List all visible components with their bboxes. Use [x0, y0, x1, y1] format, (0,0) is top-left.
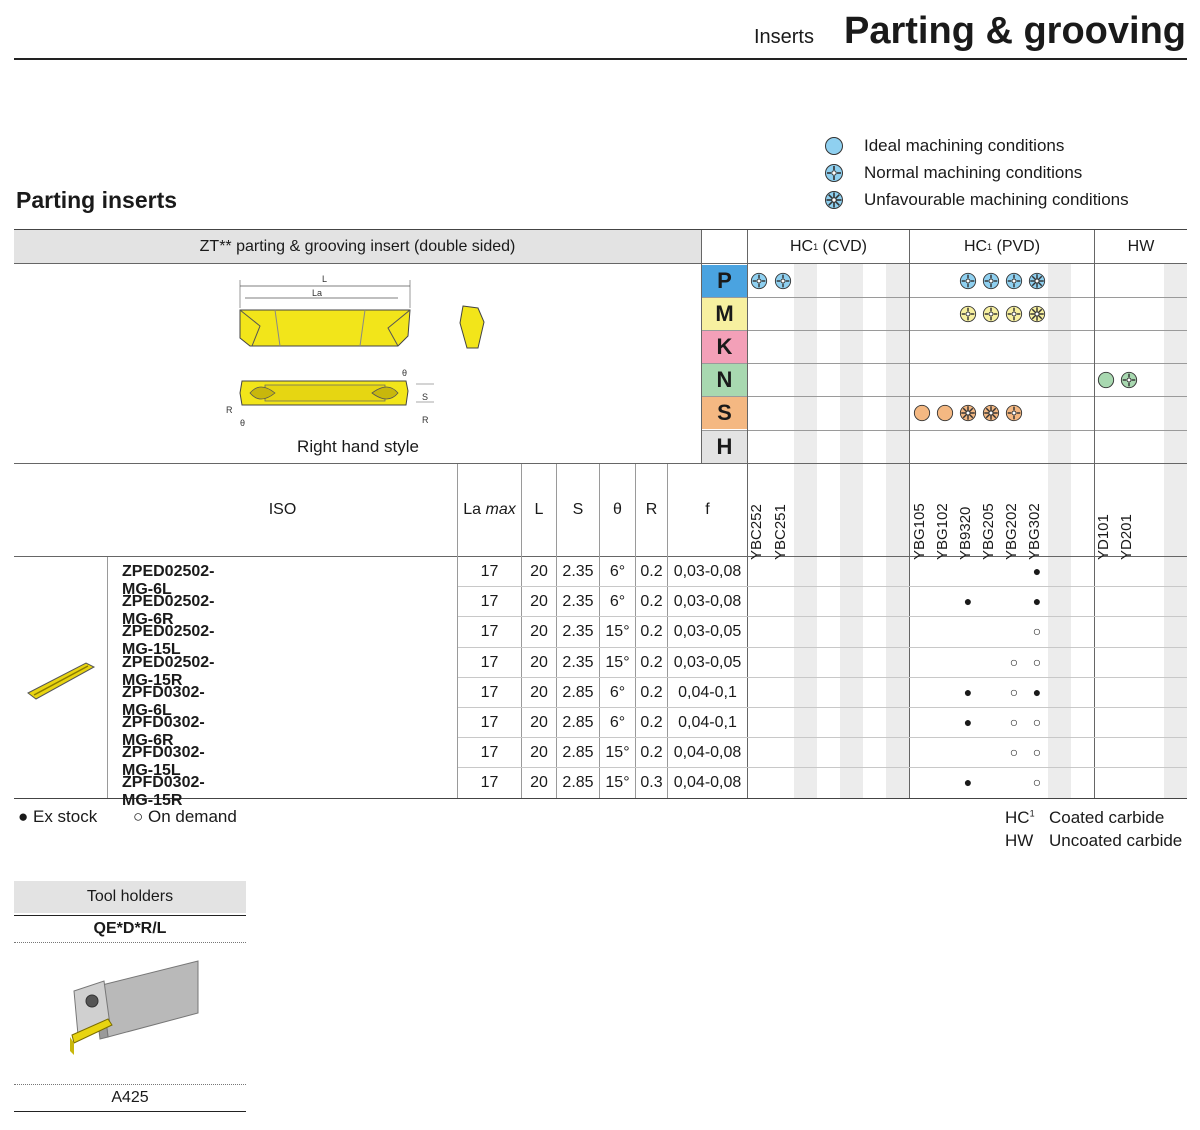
row-theta-value: 6°: [609, 714, 626, 731]
grade-column-stripe: [794, 264, 817, 798]
material-m-label: M: [715, 301, 734, 326]
grade-label: YBG105: [911, 503, 928, 560]
normal-condition-icon: [959, 272, 977, 290]
group-hc-cvd-suffix: (CVD): [818, 237, 867, 255]
legend-on-demand: ○ On demand: [133, 807, 237, 826]
material-s-label: S: [717, 400, 732, 425]
row-iso-code: ZPFD0302-MG-15R: [122, 774, 205, 810]
row-r-value: 0.2: [640, 714, 663, 731]
grade-label: YD101: [1095, 514, 1112, 560]
on-demand-marker: ○: [1032, 744, 1042, 761]
row-s-value: 2.35: [562, 623, 594, 641]
tool-holder-image: [60, 955, 205, 1065]
abbr-hw-code: HW: [1005, 831, 1034, 850]
row-theta-value: 15°: [605, 774, 630, 792]
diagram-r-right: R: [422, 415, 429, 425]
grade-label: YBG202: [1003, 503, 1020, 560]
grade-column-stripe: [886, 264, 909, 798]
ideal-condition-icon: [1097, 371, 1115, 389]
row-s-value: 2.85: [562, 744, 594, 762]
diagram-dim-la: La: [312, 288, 323, 298]
grade-column-stripe: [1048, 264, 1071, 798]
row-f-value: 0,04-0,1: [678, 714, 737, 731]
row-l-value: 20: [530, 774, 548, 792]
row-separator: [458, 677, 1187, 678]
unfavourable-condition-icon: [1028, 305, 1046, 323]
abbr-hc-code: [1005, 808, 1035, 828]
row-r-value: 0.2: [640, 563, 663, 580]
section-title: Parting inserts: [16, 187, 178, 213]
material-h: [702, 431, 747, 463]
row-la-value: 17: [480, 623, 499, 641]
row-r-value: 0.3: [640, 774, 663, 792]
diagram-theta-right: θ: [402, 368, 408, 378]
ideal-condition-icon: [913, 404, 931, 422]
on-demand-marker: ○: [1009, 653, 1019, 670]
normal-condition-icon: [1005, 404, 1023, 422]
row-theta-value: 6°: [609, 563, 626, 580]
col-la: [458, 464, 521, 556]
row-f-value: 0,04-0,08: [673, 744, 742, 762]
group-hc-cvd: [748, 230, 909, 263]
legend-ex-stock: ● Ex stock: [18, 807, 98, 826]
unfavourable-condition-icon: [1028, 272, 1046, 290]
row-la-value: 17: [480, 653, 499, 671]
grade-label: YBC251: [772, 504, 789, 560]
row-iso-code: ZPED02502-MG-15L: [122, 623, 215, 659]
group-hw: [1095, 230, 1187, 263]
diagram-theta-left: θ: [240, 418, 246, 428]
ex-stock-marker: ●: [963, 714, 973, 730]
header-rule: [14, 58, 1187, 60]
tool-holder-model[interactable]: QE*D*R/L: [14, 915, 246, 943]
material-p: [702, 265, 747, 297]
abbr-hw-text: Uncoated carbide: [1049, 831, 1183, 850]
row-s-value: 2.35: [562, 593, 594, 611]
insert-thumbnail: [26, 655, 96, 705]
insert-header: ZT** parting & grooving insert (double sided): [14, 230, 701, 263]
group-hc-cvd-label: HC: [789, 237, 814, 255]
header-category: Inserts: [753, 26, 814, 48]
row-theta-value: 6°: [609, 593, 626, 611]
row-l-value: 20: [530, 744, 548, 762]
row-la-value: 17: [480, 714, 499, 731]
on-demand-marker: ○: [1032, 774, 1042, 791]
grade-column-stripe: [840, 264, 863, 798]
abbr-hc-label: HC: [1005, 808, 1030, 827]
normal-condition-icon: [1005, 272, 1023, 290]
row-f-value: 0,03-0,08: [673, 593, 742, 611]
row-la-value: 17: [480, 683, 499, 701]
row-l-value: 20: [530, 623, 548, 641]
material-s: [702, 397, 747, 429]
grade-label: YB9320: [957, 506, 974, 560]
on-demand-marker: ○: [1032, 653, 1042, 670]
row-l-value: 20: [530, 653, 548, 671]
grade-label: YBG102: [934, 503, 951, 560]
group-hc-cvd-sup: 1: [813, 241, 819, 252]
on-demand-marker: ○: [1032, 623, 1042, 640]
col-theta: θ: [613, 501, 622, 518]
row-iso-code: ZPFD0302-MG-6R: [122, 714, 205, 749]
col-iso: ISO: [268, 501, 297, 518]
ex-stock-marker: ●: [963, 774, 973, 791]
diagram-dim-l: L: [322, 274, 328, 284]
legend-unfavourable: [824, 189, 1129, 211]
row-separator: [458, 707, 1187, 708]
ex-stock-marker: ●: [963, 683, 973, 700]
ex-stock-marker: ●: [1032, 683, 1042, 700]
material-n-label: N: [716, 367, 733, 392]
col-r: R: [645, 501, 658, 518]
row-r-value: 0.2: [640, 683, 663, 701]
row-s-value: 2.35: [562, 563, 594, 580]
group-hc-pvd-suffix: (PVD): [992, 237, 1041, 255]
material-k-label: K: [716, 334, 733, 359]
row-s-value: 2.35: [562, 653, 594, 671]
row-f-value: 0,04-0,1: [678, 683, 737, 701]
material-n: [702, 364, 747, 396]
normal-condition-icon: [959, 305, 977, 323]
ex-stock-marker: ●: [963, 593, 973, 610]
material-m: [702, 298, 747, 330]
col-la-label: La: [463, 501, 482, 518]
legend-unfavourable-label: Unfavourable machining conditions: [864, 190, 1129, 209]
on-demand-marker: ○: [1009, 714, 1019, 730]
row-iso-code: ZPFD0302-MG-6L: [122, 683, 205, 719]
row-iso-code: ZPED02502-MG-6L: [122, 563, 215, 598]
normal-condition-icon: [1005, 305, 1023, 323]
row-l-value: 20: [530, 683, 548, 701]
normal-condition-icon: [982, 305, 1000, 323]
on-demand-marker: ○: [1009, 683, 1019, 700]
row-la-value: 17: [480, 774, 499, 792]
row-s-value: 2.85: [562, 683, 594, 701]
legend-normal: [824, 162, 1082, 184]
col-l: L: [534, 501, 544, 518]
row-theta-value: 15°: [605, 623, 630, 641]
row-f-value: 0,03-0,08: [673, 563, 742, 580]
row-f-value: 0,03-0,05: [673, 653, 742, 671]
material-k: [702, 331, 747, 363]
row-la-value: 17: [480, 593, 499, 611]
row-theta-value: 15°: [605, 744, 630, 762]
grade-label: YBC252: [748, 504, 765, 560]
abbr-hc-sup: 1: [1029, 808, 1035, 819]
unfavourable-condition-icon: [982, 404, 1000, 422]
unfavourable-condition-icon: [959, 404, 977, 422]
legend-ideal: [824, 135, 1064, 157]
row-s-value: 2.85: [562, 774, 594, 792]
grade-label: YBG302: [1026, 503, 1043, 560]
diagram-caption: Right hand style: [297, 437, 419, 456]
row-la-value: 17: [480, 744, 499, 762]
normal-condition-icon: [750, 272, 768, 290]
normal-condition-icon: [982, 272, 1000, 290]
col-la-max: max: [485, 501, 516, 518]
tool-holder-page-ref[interactable]: A425: [14, 1084, 246, 1112]
page-title: Parting & grooving: [844, 10, 1186, 52]
normal-condition-icon: [774, 272, 792, 290]
unfavourable-condition-icon: [824, 190, 844, 210]
row-theta-value: 15°: [605, 653, 630, 671]
group-hc-pvd: [910, 230, 1094, 263]
grade-label: YD201: [1118, 514, 1135, 560]
row-separator: [458, 616, 1187, 617]
group-hc-pvd-sup: 1: [987, 241, 993, 252]
row-r-value: 0.2: [640, 653, 663, 671]
row-separator: [458, 737, 1187, 738]
row-la-value: 17: [480, 563, 499, 580]
row-r-value: 0.2: [640, 744, 663, 762]
diagram-r-left: R: [226, 405, 233, 415]
material-p-label: P: [717, 268, 732, 293]
grade-label: YBG205: [980, 503, 997, 560]
row-s-value: 2.85: [562, 714, 594, 731]
ex-stock-marker: ●: [1032, 593, 1042, 610]
row-l-value: 20: [530, 593, 548, 611]
on-demand-marker: ○: [1009, 744, 1019, 761]
on-demand-marker: ○: [1032, 714, 1042, 730]
row-separator: [458, 647, 1187, 648]
row-iso-code: ZPED02502-MG-6R: [122, 593, 215, 629]
row-f-value: 0,03-0,05: [673, 623, 742, 641]
group-hc-pvd-label: HC: [963, 237, 988, 255]
ideal-condition-icon: [936, 404, 954, 422]
row-iso-code: ZPED02502-MG-15R: [122, 653, 215, 689]
group-hw-label: HW: [1127, 237, 1155, 255]
row-l-value: 20: [530, 563, 548, 580]
row-separator: [458, 586, 1187, 587]
row-separator: [458, 767, 1187, 768]
row-f-value: 0,04-0,08: [673, 774, 742, 792]
material-h-label: H: [716, 434, 733, 459]
ex-stock-marker: ●: [1032, 563, 1042, 579]
grade-column-stripe: [1164, 264, 1187, 798]
ideal-condition-icon: [824, 136, 844, 156]
col-s: S: [572, 501, 584, 518]
normal-condition-icon: [1120, 371, 1138, 389]
row-iso-code: ZPFD0302-MG-15L: [122, 744, 205, 780]
diagram-dim-s: S: [422, 392, 429, 402]
row-r-value: 0.2: [640, 593, 663, 611]
legend-ideal-label: Ideal machining conditions: [864, 136, 1065, 155]
tool-holders-title: Tool holders: [14, 881, 246, 913]
row-theta-value: 6°: [609, 683, 626, 701]
row-l-value: 20: [530, 714, 548, 731]
col-f: f: [705, 501, 710, 518]
normal-condition-icon: [824, 163, 844, 183]
abbr-hc-text: Coated carbide: [1049, 808, 1165, 827]
legend-normal-label: Normal machining conditions: [864, 163, 1083, 182]
insert-diagram: [220, 268, 510, 438]
row-r-value: 0.2: [640, 623, 663, 641]
